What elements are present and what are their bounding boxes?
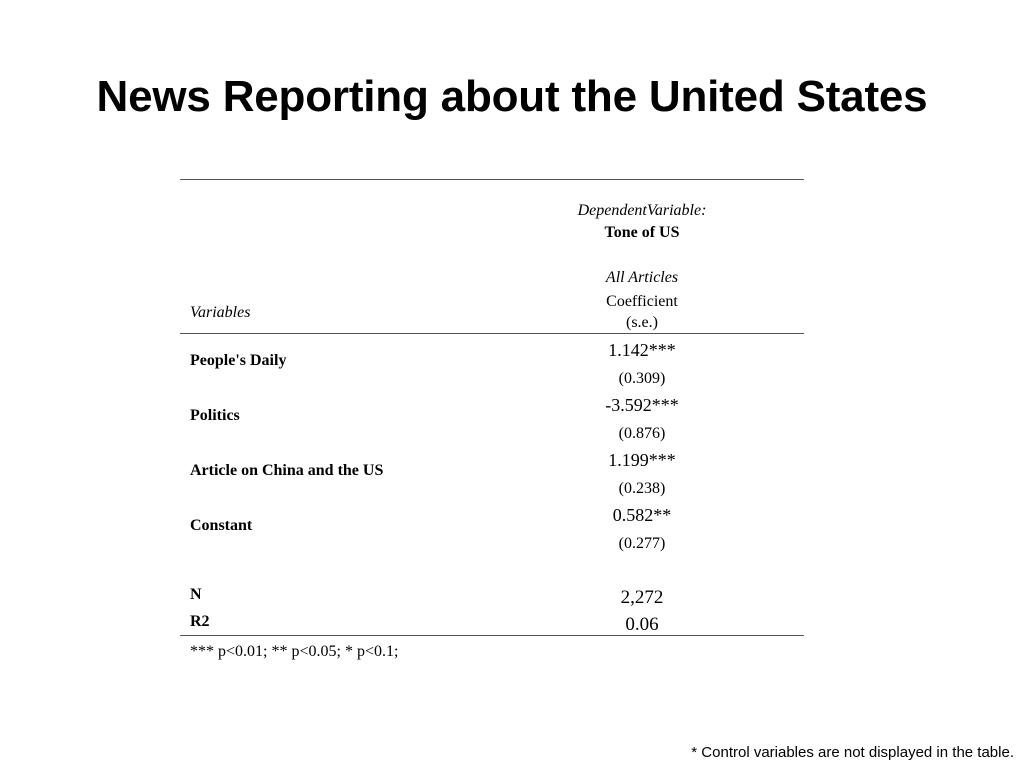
dependent-variable-name: Tone of US bbox=[604, 224, 680, 241]
stat-value-n: 2,272 bbox=[620, 587, 664, 608]
se-peoples-daily: (0.309) bbox=[618, 370, 666, 387]
stat-value-r2: 0.06 bbox=[625, 614, 659, 635]
sample-label: All Articles bbox=[605, 269, 679, 286]
significance-note: *** p<0.01; ** p<0.05; * p<0.1; bbox=[190, 643, 399, 660]
stat-label-n: N bbox=[190, 586, 202, 603]
coefficient-header: Coefficient bbox=[606, 293, 678, 310]
table-header-rule bbox=[180, 333, 804, 334]
table-bottom-rule bbox=[180, 635, 804, 636]
stat-label-r2: R2 bbox=[190, 613, 210, 630]
row-label-peoples-daily: People's Daily bbox=[190, 352, 287, 369]
slide-title: News Reporting about the United States bbox=[96, 72, 928, 121]
slide-footnote: * Control variables are not displayed in the table. bbox=[691, 744, 1014, 761]
table-top-rule bbox=[180, 179, 804, 180]
coefficient-constant: 0.582** bbox=[612, 505, 672, 525]
coefficient-peoples-daily: 1.142*** bbox=[608, 340, 676, 360]
standard-error-header: (s.e.) bbox=[626, 314, 658, 331]
se-politics: (0.876) bbox=[618, 425, 666, 442]
row-label-article-china-us: Article on China and the US bbox=[190, 462, 384, 479]
coefficient-politics: -3.592*** bbox=[605, 395, 679, 415]
coefficient-article-china-us: 1.199*** bbox=[608, 450, 676, 470]
row-label-constant: Constant bbox=[190, 517, 253, 534]
row-label-politics: Politics bbox=[190, 407, 240, 424]
variables-header: Variables bbox=[190, 304, 251, 321]
dependent-variable-label: DependentVariable: bbox=[577, 202, 707, 219]
se-constant: (0.277) bbox=[618, 535, 666, 552]
se-article-china-us: (0.238) bbox=[618, 480, 666, 497]
